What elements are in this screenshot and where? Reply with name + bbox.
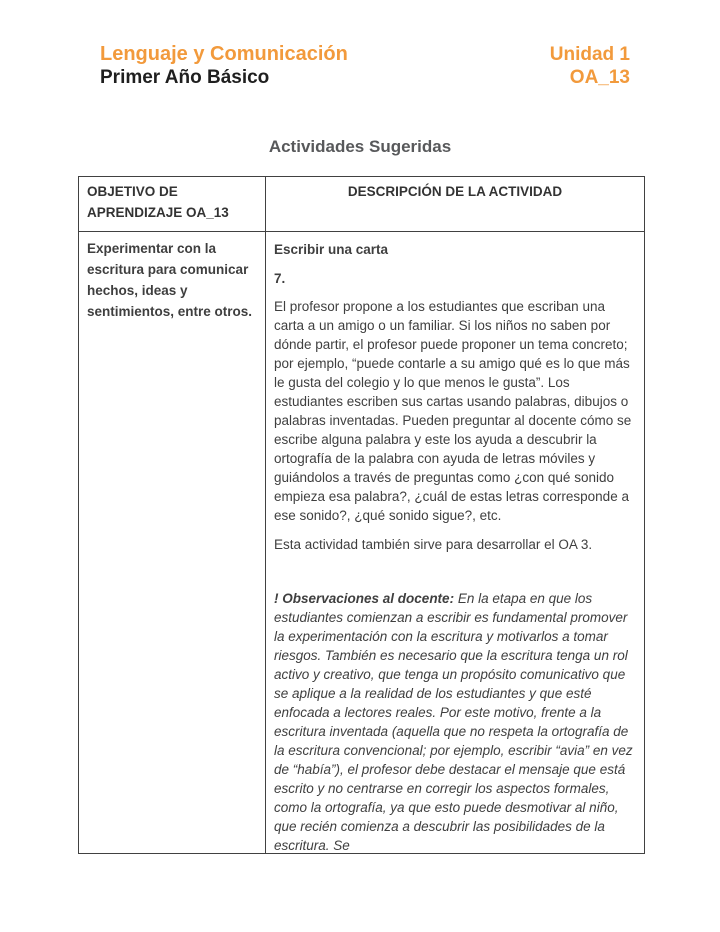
- document-header: [100, 42, 630, 89]
- grade-level: Primer Año Básico: [100, 67, 270, 88]
- activity-description-cell: [266, 232, 645, 854]
- unit-label: Unidad 1: [549, 44, 630, 65]
- cross-reference-note: Esta actividad también sirve para desarrollar el OA 3.: [274, 537, 593, 552]
- header-right-block: [550, 42, 630, 89]
- table-header-row: [79, 177, 645, 232]
- activity-heading: Escribir una carta: [274, 242, 389, 257]
- observations-body: En la etapa en que los estudiantes comienzan a escribir es fundamental promover la experimentación con la escritura y motivarlos a tomar riesgos. También es necesario que la escritura tenga un rol activo y creativo, que tenga un propósito comunicativo que se aplique a la realidad de los estudiantes y que esté enfocada a lectores reales. Por este motivo, frente a la escritura inventada (aquella que no respeta la ortografía de la escritura convencional; por ejemplo, escribir “avia” en vez de “había”), el profesor debe destacar el mensaje que está escrito y no centrarse en corregir los aspectos formales, como la ortografía, ya que esto puede desmotivar al niño, que recién comienza a descubrir las posibilidades de la escritura. Se: [274, 591, 633, 853]
- learning-objective-cell: Experimentar con la escritura para comunicar hechos, ideas y sentimientos, entre otros.: [79, 232, 266, 854]
- header-left-block: [100, 42, 348, 89]
- oa-code: OA_13: [569, 67, 630, 88]
- observations-label: ! Observaciones al docente:: [274, 591, 455, 606]
- activity-number: 7.: [274, 271, 286, 286]
- activity-description-content: [266, 232, 644, 853]
- subject-title: Lenguaje y Comunicación: [100, 43, 348, 65]
- objective-column-header: OBJETIVO DE APRENDIZAJE OA_13: [79, 177, 266, 232]
- description-column-header: DESCRIPCIÓN DE LA ACTIVIDAD: [266, 177, 645, 232]
- teacher-observations-paragraph: [274, 589, 636, 853]
- activities-table: [78, 176, 645, 854]
- table-body-row: [79, 232, 645, 854]
- page-title: Actividades Sugeridas: [268, 137, 452, 156]
- activity-body-paragraph: El profesor propone a los estudiantes que escriban una carta a un amigo o un familiar. Si los niños no saben por dónde partir, el profesor puede proponer un tema concreto; por ejemplo, “puede contarle a su amigo qué es lo que más le gusta del colegio y lo que menos le gusta”. Los estudiantes escriben sus cartas usando palabras, dibujos o palabras inventadas. Pueden preguntar al docente cómo se escribe alguna palabra y este los ayuda a descubrir la ortografía de la palabra con ayuda de letras móviles y guiándolos a través de preguntas como ¿con qué sonido empieza esa palabra?, ¿cuál de estas letras corresponde a ese sonido?, ¿qué sonido sigue?, etc.: [274, 299, 632, 523]
